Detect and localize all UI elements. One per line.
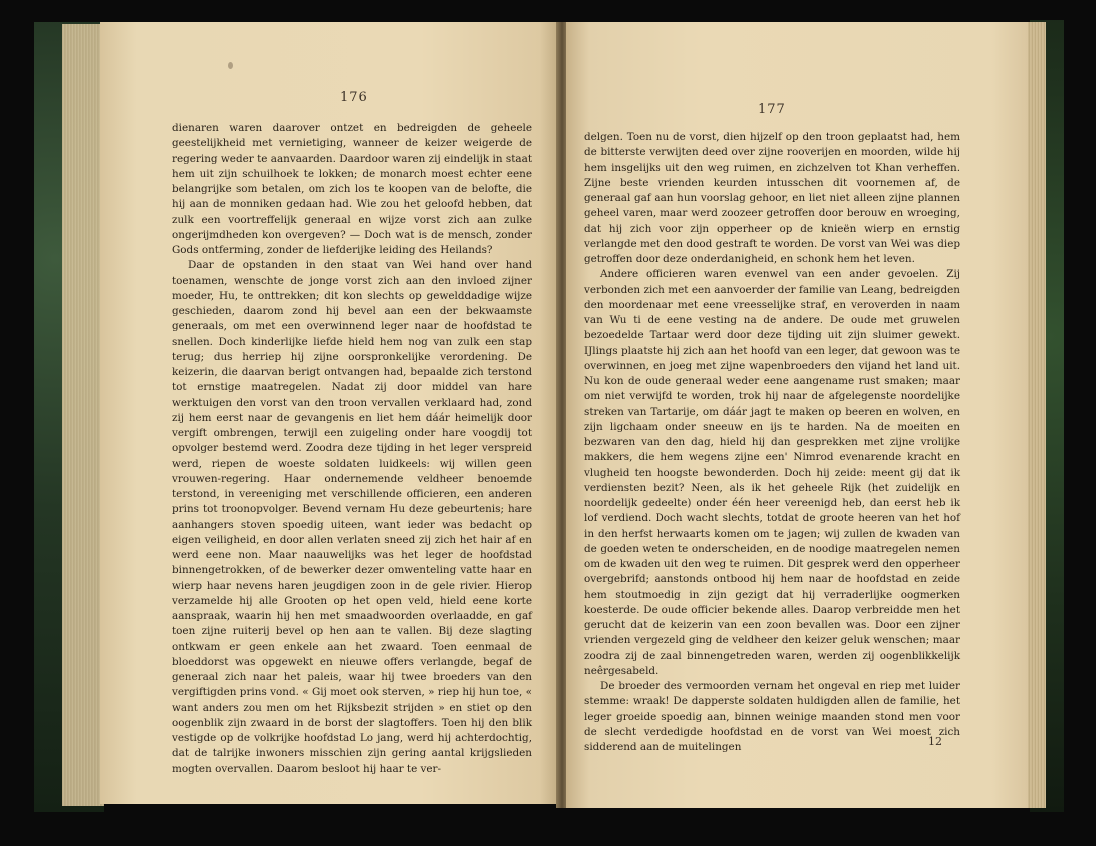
right-page-text bbox=[584, 130, 960, 755]
left-page bbox=[100, 22, 558, 804]
page-edges-left bbox=[62, 24, 104, 806]
right-page bbox=[566, 22, 1028, 808]
paragraph: Andere officieren waren evenwel van een ander gevoelen. Zij verbonden zich met een aanvoerder der familie van Leang, bedreigden den moordenaar met eene vreesselijke straf, en veroverden in naam van Wu ti de eene vesting na de andere. De oude met gruwelen bezoedelde Tartaar werd door deze tijding uit zijn sluimer gewekt. IJlings plaatste hij zich aan het hoofd van een leger, dat gewoon was te overwinnen, en joeg met zijne wapenbroeders den vijand het land uit. Nu kon de oude generaal weder eene aangename rust smaken; maar om niet verwijfd te worden, trok hij naar de afgelegenste noordelijke streken van Tartarije, om dáár jagt te maken op beeren en wolven, en zijn ligchaam onder sneeuw en ijs te harden. Na de moeiten en bezwaren van den dag, hield hij dan gesprekken met zijne vrolijke makkers, die hem wegens zijne een' Nimrod evenarende kracht en vlugheid ten hoogste bewonderden. Doch hij zeide: meent gij dat ik verdiensten bezit? Neen, als ik het geheele Rijk (het zuidelijk en noordelijk gedeelte) onder één heer vereenigd heb, dan eerst heb ik lof verdiend. Doch wacht slechts, totdat de groote heeren van het hof in den herfst herwaarts komen om te jagen; wij zullen de kwaden van de goeden weten te onderscheiden, en de noodige maatregelen nemen om de kwaden uit den weg te ruimen. Dit gesprek werd den opperheer overgebrifd; aanstonds ontbood hij hem naar de hoofdstad en zeide hem stoutmoedig in zijn gezigt dat hij verraderlijke oogmerken koesterde. De oude officier bekende alles. Daarop verbreidde men het gerucht dat de keizerin van een zoon bevallen was. Door een zijner vrienden vergezeld ging de veldheer den keizer geluk wenschen; maar zoodra zij de zaal binnengetreden waren, werden zij oogenblikkelijk neêrgesabeld. bbox=[584, 268, 960, 677]
page-number-right: 177 bbox=[758, 102, 786, 117]
paragraph: De broeder des vermoorden vernam het ongeval en riep met luider stemme: wraak! De dapperste soldaten huldigden allen de familie, het leger groeide spoedig aan, binnen weinige maanden stond men voor de slecht verdedigde hoofdstad en de vorst van Wei moest zich sidderend aan de muitelingen bbox=[584, 680, 960, 753]
paragraph: Daar de opstanden in den staat van Wei hand over hand toenamen, wenschte de jonge vorst zich aan den invloed zijner moeder, Hu, te onttrekken; dit kon slechts op gewelddadige wijze geschieden, daarom zond hij bevel aan een der bekwaamste generaals, om met een overwinnend leger naar de hoofdstad te snellen. Doch kinderlijke liefde hield hem nog van zulk een stap terug; dus herriep hij zijne oorspronkelijke verordening. De keizerin, die daarvan berigt ontvangen had, bepaalde zich terstond tot ernstige maatregelen. Nadat zij door middel van hare werktuigen den vorst van den troon vervallen verklaard had, zond zij hem eerst naar de gevangenis en liet hem dáár heimelijk door vergift ombrengen, terwijl een zuigeling onder hare voogdij tot opvolger bestemd werd. Zoodra deze tijding in het leger verspreid werd, riepen de woeste soldaten luidkeels: wij willen geen vrouwen-regering. Haar ondernemende veldheer benoemde terstond, in vereeniging met verschillende officieren, een anderen prins tot troonopvolger. Bevend vernam Hu deze gebeurtenis; hare aanhangers stoven spoedig uiteen, want ieder was bedacht op eigen veiligheid, en door allen verlaten sneed zij zich het hair af en werd eene non. Maar naauwelijks was het leger de hoofdstad binnengetrokken, of de bewerker dezer omwenteling vatte haar en wierp haar nevens haren jeugdigen zoon in de gele rivier. Hierop verzamelde hij alle Grooten op het open veld, hield eene korte aanspraak, waarin hij hen met smaadwoorden overlaadde, en gaf toen zijne ruiterij bevel op hen aan te vallen. Bij deze slagting ontkwam er geen enkele aan het zwaard. Toen eenmaal de bloeddorst was opgewekt en nieuwe offers verlangde, begaf de generaal zich naar het paleis, waar hij twee broeders van den vergiftigden prins vond. « Gij moet ook sterven, » riep hij hun toe, « want anders zou men om het Rijksbezit strijden » en stiet op den oogenblik zijn zwaard in de borst der slagtoffers. Toen hij den blik vestigde op de volkrijke hoofdstad Lo jang, werd hij achterdochtig, dat de talrijke inwoners misschien zijn gering aantal krijgslieden mogten overvallen. Daarom besloot hij haar te ver- bbox=[172, 259, 532, 775]
paper-spot bbox=[228, 62, 233, 69]
page-number-left: 176 bbox=[340, 90, 368, 105]
signature-mark: 12 bbox=[928, 735, 942, 748]
left-page-text bbox=[172, 121, 532, 777]
paragraph: delgen. Toen nu de vorst, dien hijzelf op den troon geplaatst had, hem de bitterste verwijten deed over zijne rooverijen en moorden, wilde hij hem insgelijks uit den weg ruimen, en zichzelven tot Khan verheffen. Zijne beste vrienden keurden intusschen dit voornemen af, de generaal gaf aan hun voorslag gehoor, en liet niet alleen zijne plannen geheel varen, maar werd zoozeer getroffen door berouw en wroeging, dat hij zich voor zijn opperheer op de knieën wierp en ernstig verlangde met den dood gestraft te worden. De vorst van Wei was diep getroffen door deze onderdanigheid, en schonk hem het leven. bbox=[584, 131, 960, 265]
paragraph: dienaren waren daarover ontzet en bedreigden de geheele geestelijkheid met vernietiging, wanneer de keizer weigerde de regering weder te aanvaarden. Daardoor waren zij eindelijk in staat hem uit zijn schuilhoek te lokken; de monarch moest echter eene belangrijke som betalen, om zich los te koopen van de belofte, die hij aan de monniken gedaan had. Wie zou het geloofd hebben, dat zulk een voortreffelijk generaal en wijze vorst zich aan zulke ongerijmdheden kon overgeven? — Doch wat is de mensch, zonder Gods ontferming, zonder de liefderijke leiding des Heilands? bbox=[172, 122, 532, 256]
